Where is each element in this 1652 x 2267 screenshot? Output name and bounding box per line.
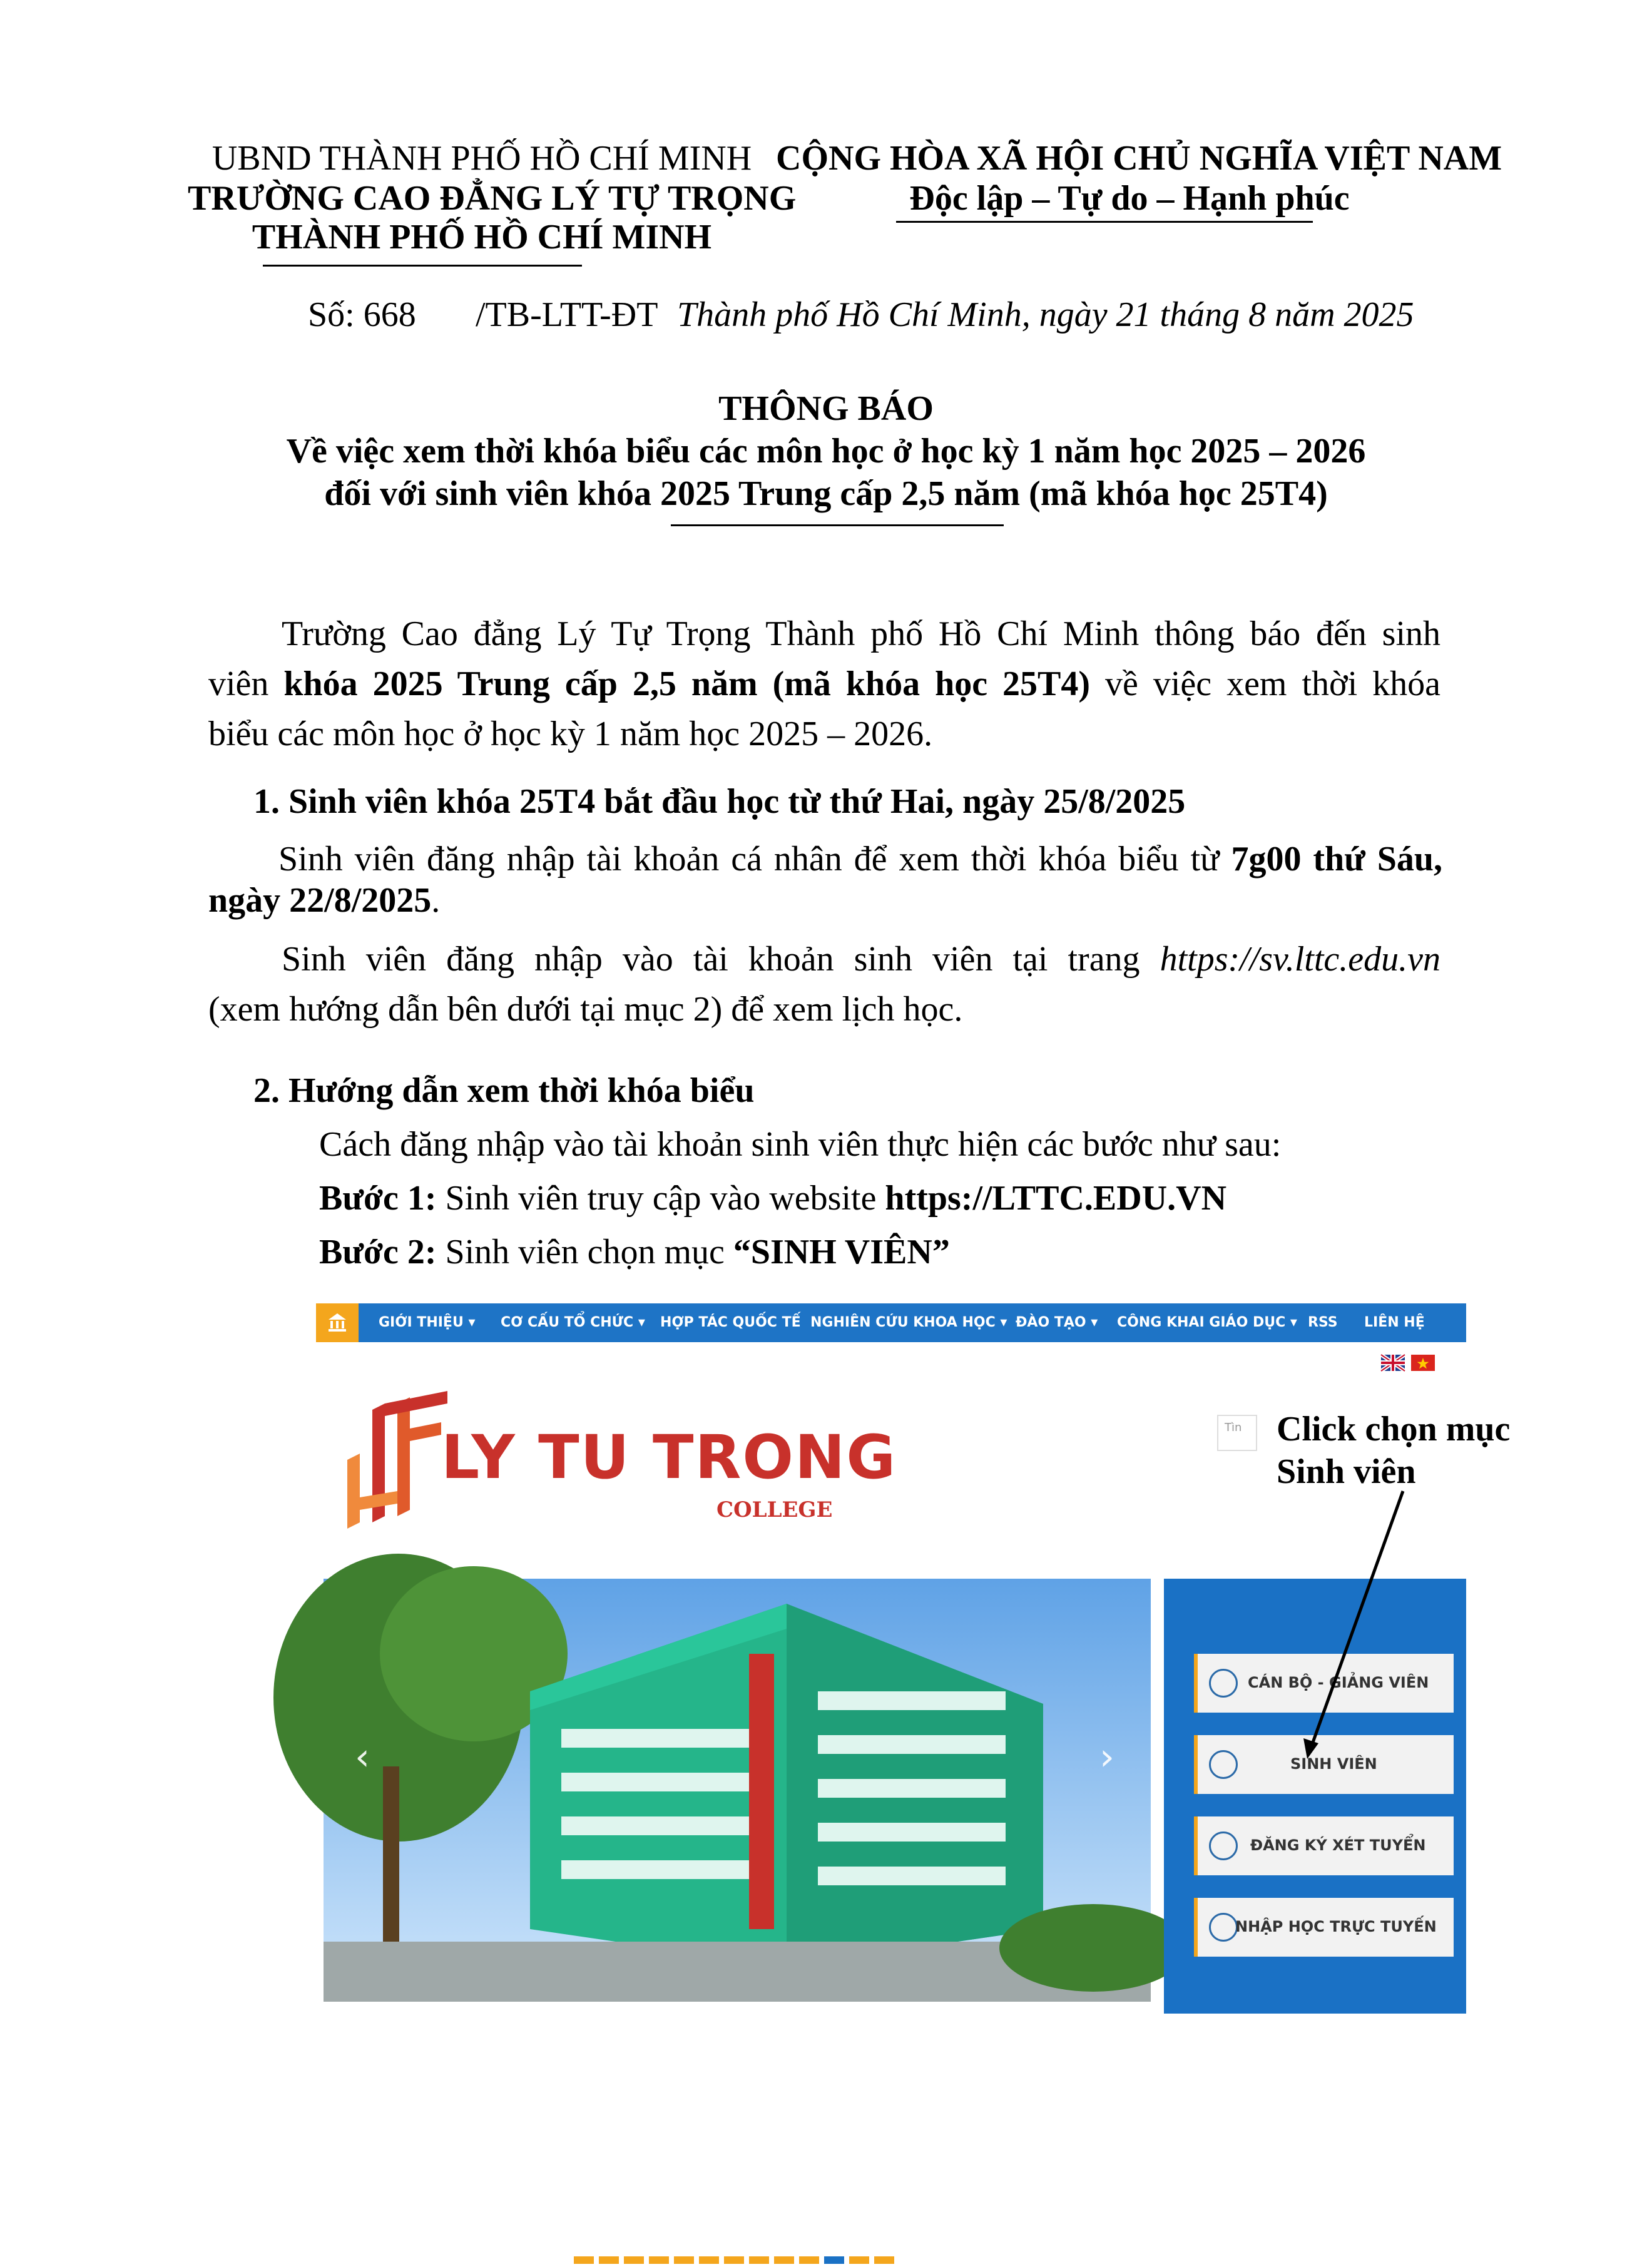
notice-subject-1: Về việc xem thời khóa biểu các môn học ở học kỳ 1 năm học 2025 – 2026 — [286, 432, 1366, 471]
section-2-intro: Cách đăng nhập vào tài khoản sinh viên thực hiện các bước như sau: — [319, 1125, 1282, 1164]
nav-item-about[interactable]: GIỚI THIỆU ▾ — [379, 1315, 476, 1330]
doc-code: /TB-LTT-ĐT — [476, 295, 658, 334]
slider-dot[interactable] — [849, 2256, 869, 2264]
step-1-url[interactable]: https://LTTC.EDU.VN — [885, 1179, 1227, 1218]
title-rule — [671, 524, 1004, 526]
slider-dot[interactable] — [824, 2256, 844, 2264]
intro-line-2 — [208, 663, 1440, 705]
school-name: TRƯỜNG CAO ĐẲNG LÝ TỰ TRỌNG — [188, 179, 797, 218]
country-motto: Độc lập – Tự do – Hạnh phúc — [909, 179, 1350, 218]
country-motto-title: CỘNG HÒA XÃ HỘI CHỦ NGHĨA VIỆT NAM — [776, 139, 1502, 178]
nav-item-contact[interactable]: LIÊN HỆ — [1364, 1315, 1425, 1330]
section-2-heading: 2. Hướng dẫn xem thời khóa biểu — [253, 1071, 755, 1110]
nav-item-disclosure[interactable]: CÔNG KHAI GIÁO DỤC ▾ — [1117, 1315, 1297, 1330]
left-header-rule — [263, 265, 582, 267]
enrollment-link-label: NHẬP HỌC TRỰC TUYẾN — [1235, 1918, 1437, 1935]
step-2-target: “SINH VIÊN” — [733, 1233, 950, 1271]
section-1-para-2-a: Sinh viên đăng nhập vào tài khoản sinh viên tại trang — [282, 940, 1160, 979]
notice-subject-2: đối với sinh viên khóa 2025 Trung cấp 2,5 năm (mã khóa học 25T4) — [324, 474, 1328, 513]
slider-dot[interactable] — [599, 2256, 619, 2264]
step-1-label: Bước 1: — [319, 1179, 437, 1218]
slider-dot[interactable] — [674, 2256, 694, 2264]
section-1-start-time: 7g00 thứ Sáu, — [1231, 840, 1443, 879]
college-logo-text: LY TU TRONG — [441, 1422, 897, 1492]
staff-link-label: CÁN BỘ - GIẢNG VIÊN — [1248, 1674, 1429, 1691]
step-2-text: Sinh viên chọn mục — [436, 1233, 733, 1271]
slider-dot[interactable] — [799, 2256, 819, 2264]
intro-line-2-a: viên — [208, 665, 284, 703]
right-header-rule — [896, 221, 1313, 223]
section-1-para-2-line-1 — [282, 939, 1440, 980]
intro-line-1: Trường Cao đẳng Lý Tự Trọng Thành phố Hồ Chí Minh thông báo đến sinh — [282, 614, 1440, 653]
slider-dot[interactable] — [774, 2256, 794, 2264]
agency-name: UBND THÀNH PHỐ HỒ CHÍ MINH — [212, 139, 752, 178]
section-1-para-1-d: . — [431, 881, 441, 920]
slider-next-icon[interactable]: › — [1099, 1735, 1114, 1779]
school-city: THÀNH PHỐ HỒ CHÍ MINH — [252, 218, 712, 257]
step-2-label: Bước 2: — [319, 1233, 437, 1271]
admission-link-label: ĐĂNG KÝ XÉT TUYỂN — [1250, 1837, 1426, 1854]
doc-number: Số: 668 — [308, 295, 416, 334]
slider-dot[interactable] — [624, 2256, 644, 2264]
callout-line-1: Click chọn mục — [1277, 1410, 1511, 1449]
student-portal-link[interactable]: https://sv.lttc.edu.vn — [1160, 940, 1440, 979]
slider-dot[interactable] — [724, 2256, 744, 2264]
website-screenshot — [316, 1303, 1511, 2032]
site-search-input[interactable]: Tìn — [1217, 1415, 1257, 1451]
nav-item-research[interactable]: NGHIÊN CỨU KHOA HỌC ▾ — [810, 1315, 1007, 1330]
slider-prev-icon[interactable]: ‹ — [355, 1735, 370, 1779]
section-1-para-1-line-2 — [208, 880, 440, 921]
slider-dot[interactable] — [649, 2256, 669, 2264]
nav-item-international[interactable]: HỢP TÁC QUỐC TẾ — [660, 1315, 801, 1330]
step-2 — [319, 1231, 950, 1273]
student-link-label: SINH VIÊN — [1290, 1755, 1377, 1773]
slider-dot[interactable] — [874, 2256, 894, 2264]
slider-dots — [574, 2256, 899, 2267]
intro-line-2-c: về việc xem thời khóa — [1090, 665, 1441, 703]
section-1-heading: 1. Sinh viên khóa 25T4 bắt đầu học từ thứ Hai, ngày 25/8/2025 — [253, 782, 1186, 821]
section-1-para-1-line-1 — [278, 838, 1442, 880]
section-1-para-2-line-2: (xem hướng dẫn bên dưới tại mục 2) để xem lịch học. — [208, 990, 963, 1029]
nav-item-rss[interactable]: RSS — [1308, 1315, 1338, 1330]
slider-dot[interactable] — [574, 2256, 594, 2264]
section-1-para-1-a: Sinh viên đăng nhập tài khoản cá nhân để xem thời khóa biểu từ — [278, 840, 1231, 879]
nav-item-organization[interactable]: CƠ CẤU TỔ CHỨC ▾ — [501, 1315, 645, 1330]
place-date: Thành phố Hồ Chí Minh, ngày 21 tháng 8 năm 2025 — [677, 295, 1414, 334]
notice-title: THÔNG BÁO — [718, 389, 934, 428]
slider-dot[interactable] — [699, 2256, 719, 2264]
slider-dot[interactable] — [749, 2256, 769, 2264]
callout-arrow-icon — [316, 1303, 1466, 2032]
intro-line-3: biểu các môn học ở học kỳ 1 năm học 2025 – 2026. — [208, 715, 933, 753]
intro-course: khóa 2025 Trung cấp 2,5 năm (mã khóa học 25T4) — [283, 665, 1091, 703]
callout-line-2: Sinh viên — [1277, 1452, 1416, 1491]
college-logo-subtext: COLLEGE — [716, 1497, 833, 1522]
step-1-text: Sinh viên truy cập vào website — [436, 1179, 885, 1218]
section-1-start-date: ngày 22/8/2025 — [208, 881, 432, 920]
nav-item-training[interactable]: ĐÀO TẠO ▾ — [1016, 1315, 1098, 1330]
step-1 — [319, 1178, 1226, 1219]
